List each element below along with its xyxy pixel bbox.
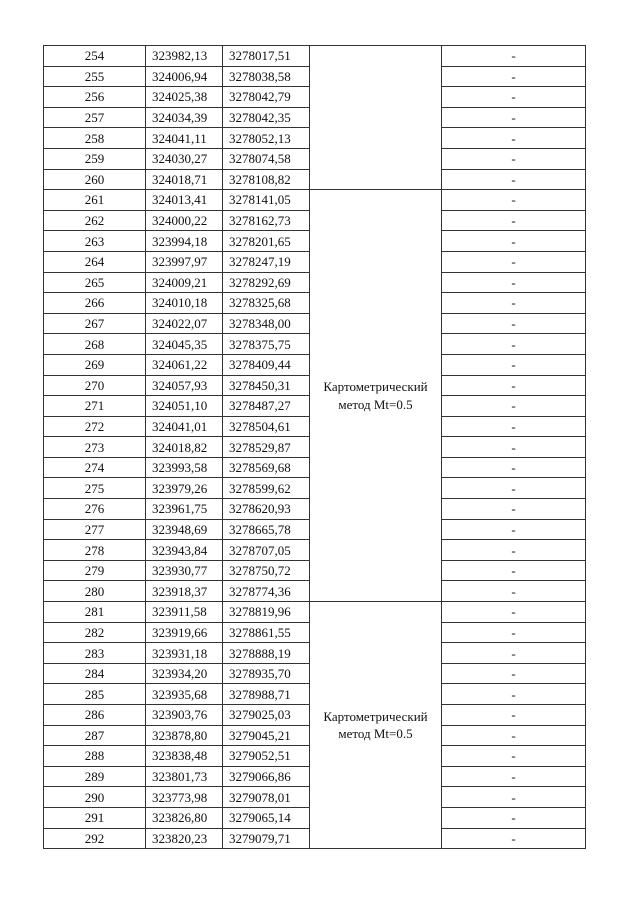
x-coordinate-cell: 323961,75 [146, 499, 223, 520]
x-coordinate-cell: 323903,76 [146, 705, 223, 726]
x-coordinate-cell: 324018,82 [146, 437, 223, 458]
table-row [44, 602, 586, 623]
note-cell: - [442, 519, 586, 540]
note-cell: - [442, 169, 586, 190]
y-coordinate-cell: 3278292,69 [223, 272, 310, 293]
note-cell: - [442, 705, 586, 726]
point-number-cell: 290 [44, 787, 146, 808]
point-number-cell: 266 [44, 293, 146, 314]
y-coordinate-cell: 3278141,05 [223, 190, 310, 211]
y-coordinate-cell: 3278042,35 [223, 107, 310, 128]
note-cell: - [442, 210, 586, 231]
point-number-cell: 276 [44, 499, 146, 520]
table-row [44, 190, 586, 211]
x-coordinate-cell: 324000,22 [146, 210, 223, 231]
point-number-cell: 267 [44, 313, 146, 334]
point-number-cell: 281 [44, 602, 146, 623]
x-coordinate-cell: 323826,80 [146, 807, 223, 828]
y-coordinate-cell: 3278017,51 [223, 46, 310, 67]
point-number-cell: 261 [44, 190, 146, 211]
point-number-cell: 280 [44, 581, 146, 602]
y-coordinate-cell: 3278052,13 [223, 128, 310, 149]
point-number-cell: 282 [44, 622, 146, 643]
note-cell: - [442, 478, 586, 499]
note-cell: - [442, 272, 586, 293]
point-number-cell: 255 [44, 66, 146, 87]
y-coordinate-cell: 3278861,55 [223, 622, 310, 643]
method-cell: Картометрический метод Mt=0.5 [310, 602, 442, 849]
note-cell: - [442, 643, 586, 664]
x-coordinate-cell: 323993,58 [146, 457, 223, 478]
point-number-cell: 263 [44, 231, 146, 252]
note-cell: - [442, 807, 586, 828]
x-coordinate-cell: 324041,01 [146, 416, 223, 437]
y-coordinate-cell: 3279052,51 [223, 746, 310, 767]
y-coordinate-cell: 3278529,87 [223, 437, 310, 458]
note-cell: - [442, 46, 586, 67]
y-coordinate-cell: 3279065,14 [223, 807, 310, 828]
note-cell: - [442, 396, 586, 417]
note-cell: - [442, 457, 586, 478]
x-coordinate-cell: 323931,18 [146, 643, 223, 664]
note-cell: - [442, 437, 586, 458]
point-number-cell: 269 [44, 354, 146, 375]
x-coordinate-cell: 324034,39 [146, 107, 223, 128]
y-coordinate-cell: 3279025,03 [223, 705, 310, 726]
point-number-cell: 265 [44, 272, 146, 293]
y-coordinate-cell: 3278348,00 [223, 313, 310, 334]
x-coordinate-cell: 323838,48 [146, 746, 223, 767]
y-coordinate-cell: 3278569,68 [223, 457, 310, 478]
x-coordinate-cell: 324061,22 [146, 354, 223, 375]
note-cell: - [442, 684, 586, 705]
x-coordinate-cell: 323930,77 [146, 560, 223, 581]
point-number-cell: 291 [44, 807, 146, 828]
x-coordinate-cell: 323934,20 [146, 663, 223, 684]
y-coordinate-cell: 3278819,96 [223, 602, 310, 623]
y-coordinate-cell: 3278599,62 [223, 478, 310, 499]
x-coordinate-cell: 324013,41 [146, 190, 223, 211]
table-row [44, 46, 586, 67]
note-cell: - [442, 354, 586, 375]
y-coordinate-cell: 3278162,73 [223, 210, 310, 231]
note-cell: - [442, 148, 586, 169]
note-cell: - [442, 87, 586, 108]
note-cell: - [442, 787, 586, 808]
point-number-cell: 275 [44, 478, 146, 499]
point-number-cell: 271 [44, 396, 146, 417]
coordinates-table-body [44, 46, 586, 849]
note-cell: - [442, 251, 586, 272]
point-number-cell: 272 [44, 416, 146, 437]
point-number-cell: 273 [44, 437, 146, 458]
y-coordinate-cell: 3278935,70 [223, 663, 310, 684]
y-coordinate-cell: 3278247,19 [223, 251, 310, 272]
point-number-cell: 268 [44, 334, 146, 355]
point-number-cell: 292 [44, 828, 146, 849]
x-coordinate-cell: 323948,69 [146, 519, 223, 540]
note-cell: - [442, 190, 586, 211]
y-coordinate-cell: 3278108,82 [223, 169, 310, 190]
y-coordinate-cell: 3279045,21 [223, 725, 310, 746]
point-number-cell: 270 [44, 375, 146, 396]
point-number-cell: 259 [44, 148, 146, 169]
point-number-cell: 258 [44, 128, 146, 149]
x-coordinate-cell: 324022,07 [146, 313, 223, 334]
x-coordinate-cell: 324006,94 [146, 66, 223, 87]
point-number-cell: 278 [44, 540, 146, 561]
y-coordinate-cell: 3279079,71 [223, 828, 310, 849]
y-coordinate-cell: 3278750,72 [223, 560, 310, 581]
y-coordinate-cell: 3278988,71 [223, 684, 310, 705]
y-coordinate-cell: 3278450,31 [223, 375, 310, 396]
y-coordinate-cell: 3278707,05 [223, 540, 310, 561]
note-cell: - [442, 746, 586, 767]
y-coordinate-cell: 3278409,44 [223, 354, 310, 375]
point-number-cell: 279 [44, 560, 146, 581]
note-cell: - [442, 416, 586, 437]
x-coordinate-cell: 323979,26 [146, 478, 223, 499]
x-coordinate-cell: 323982,13 [146, 46, 223, 67]
point-number-cell: 254 [44, 46, 146, 67]
point-number-cell: 284 [44, 663, 146, 684]
method-cell [310, 46, 442, 190]
point-number-cell: 287 [44, 725, 146, 746]
x-coordinate-cell: 323911,58 [146, 602, 223, 623]
point-number-cell: 262 [44, 210, 146, 231]
point-number-cell: 288 [44, 746, 146, 767]
point-number-cell: 277 [44, 519, 146, 540]
note-cell: - [442, 766, 586, 787]
x-coordinate-cell: 323997,97 [146, 251, 223, 272]
x-coordinate-cell: 323994,18 [146, 231, 223, 252]
note-cell: - [442, 375, 586, 396]
x-coordinate-cell: 323773,98 [146, 787, 223, 808]
note-cell: - [442, 293, 586, 314]
x-coordinate-cell: 324030,27 [146, 148, 223, 169]
x-coordinate-cell: 324009,21 [146, 272, 223, 293]
note-cell: - [442, 313, 586, 334]
note-cell: - [442, 107, 586, 128]
note-cell: - [442, 231, 586, 252]
x-coordinate-cell: 324051,10 [146, 396, 223, 417]
note-cell: - [442, 66, 586, 87]
x-coordinate-cell: 323801,73 [146, 766, 223, 787]
note-cell: - [442, 581, 586, 602]
note-cell: - [442, 828, 586, 849]
y-coordinate-cell: 3279066,86 [223, 766, 310, 787]
y-coordinate-cell: 3278665,78 [223, 519, 310, 540]
y-coordinate-cell: 3278774,36 [223, 581, 310, 602]
note-cell: - [442, 663, 586, 684]
x-coordinate-cell: 324057,93 [146, 375, 223, 396]
x-coordinate-cell: 324045,35 [146, 334, 223, 355]
method-cell: Картометрический метод Mt=0.5 [310, 190, 442, 602]
x-coordinate-cell: 323943,84 [146, 540, 223, 561]
point-number-cell: 274 [44, 457, 146, 478]
point-number-cell: 260 [44, 169, 146, 190]
y-coordinate-cell: 3278620,93 [223, 499, 310, 520]
y-coordinate-cell: 3278487,27 [223, 396, 310, 417]
y-coordinate-cell: 3278888,19 [223, 643, 310, 664]
point-number-cell: 289 [44, 766, 146, 787]
point-number-cell: 283 [44, 643, 146, 664]
note-cell: - [442, 725, 586, 746]
note-cell: - [442, 602, 586, 623]
point-number-cell: 285 [44, 684, 146, 705]
x-coordinate-cell: 324041,11 [146, 128, 223, 149]
x-coordinate-cell: 323878,80 [146, 725, 223, 746]
x-coordinate-cell: 323919,66 [146, 622, 223, 643]
x-coordinate-cell: 324010,18 [146, 293, 223, 314]
point-number-cell: 264 [44, 251, 146, 272]
coordinates-table [43, 45, 586, 849]
note-cell: - [442, 128, 586, 149]
point-number-cell: 256 [44, 87, 146, 108]
note-cell: - [442, 560, 586, 581]
x-coordinate-cell: 324018,71 [146, 169, 223, 190]
y-coordinate-cell: 3278325,68 [223, 293, 310, 314]
x-coordinate-cell: 324025,38 [146, 87, 223, 108]
y-coordinate-cell: 3278074,58 [223, 148, 310, 169]
y-coordinate-cell: 3278504,61 [223, 416, 310, 437]
y-coordinate-cell: 3278042,79 [223, 87, 310, 108]
note-cell: - [442, 334, 586, 355]
note-cell: - [442, 499, 586, 520]
y-coordinate-cell: 3278375,75 [223, 334, 310, 355]
note-cell: - [442, 622, 586, 643]
y-coordinate-cell: 3278201,65 [223, 231, 310, 252]
point-number-cell: 257 [44, 107, 146, 128]
x-coordinate-cell: 323820,23 [146, 828, 223, 849]
note-cell: - [442, 540, 586, 561]
point-number-cell: 286 [44, 705, 146, 726]
x-coordinate-cell: 323918,37 [146, 581, 223, 602]
y-coordinate-cell: 3279078,01 [223, 787, 310, 808]
y-coordinate-cell: 3278038,58 [223, 66, 310, 87]
x-coordinate-cell: 323935,68 [146, 684, 223, 705]
